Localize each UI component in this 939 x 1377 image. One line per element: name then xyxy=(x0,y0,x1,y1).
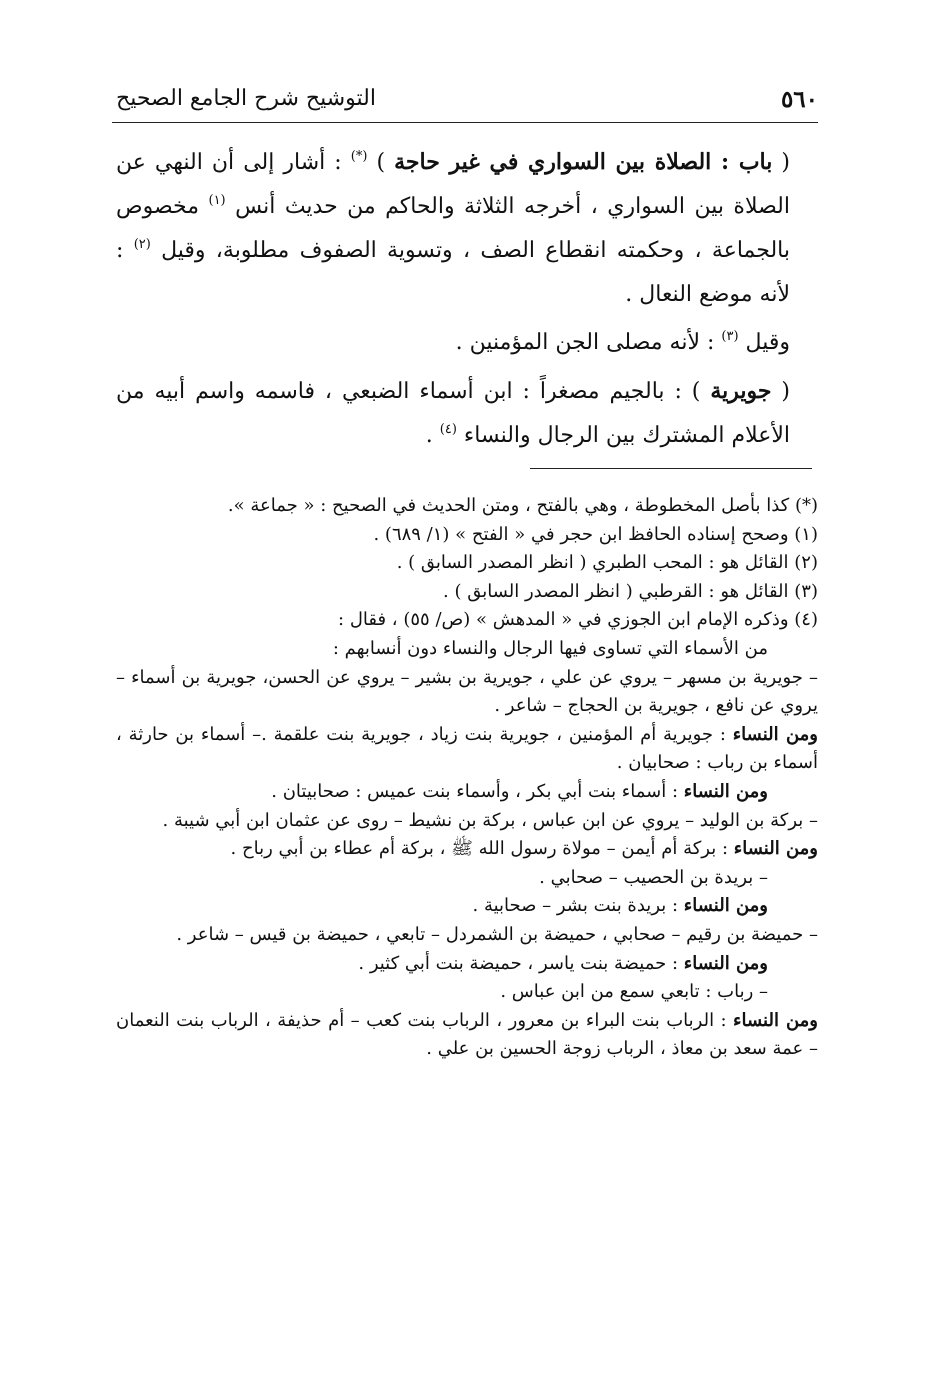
quote-line: ومن النساء : بريدة بنت بشر – صحابية . xyxy=(472,895,768,917)
women-label: ومن النساء xyxy=(733,838,818,860)
footnote-ref-2: (٢) xyxy=(133,237,151,252)
quote-line: ومن النساء : أسماء بنت أبي بكر ، وأسماء بنت عميس : صحابيتان . xyxy=(271,780,768,802)
footnote-ref-3: (٣) xyxy=(721,329,739,344)
women-label: ومن النساء xyxy=(683,895,768,917)
paragraph-text: . xyxy=(425,423,440,448)
footnote-3: (٣) القائل هو : القرطبي ( انظر المصدر السابق ) . xyxy=(443,580,818,602)
paragraph-text: : لأنه مصلى الجن المؤمنين . xyxy=(455,330,722,355)
close-paren: ) xyxy=(367,150,395,175)
quote-line: ومن النساء : حميضة بنت ياسر ، حميضة بنت أبي كثير . xyxy=(358,952,768,974)
footnote-1: (١) وصحح إسناده الحافظ ابن حجر في « الفتح » (١/ ٦٨٩) . xyxy=(373,523,818,545)
paragraph-text: وقيل xyxy=(738,330,790,355)
footnote-ref-star: (*) xyxy=(350,149,368,164)
footnote-4: (٤) وذكره الإمام ابن الجوزي في « المدهش » (ص/ ٥٥) ، فقال : xyxy=(338,609,818,631)
quote-line: – حميضة بن رقيم – صحابي ، حميضة بن الشمردل – تابعي ، حميضة بن قيس – شاعر . xyxy=(176,923,818,945)
quote-line: – بريدة بن الحصيب – صحابي . xyxy=(539,866,768,888)
paragraph-jinn xyxy=(116,321,818,365)
paragraph-text: : أشار إلى أن النهي عن الصلاة بين السواري ، أخرجه الثلاثة والحاكم من حديث أنس xyxy=(116,150,790,219)
women-label: ومن النساء xyxy=(683,952,768,974)
running-title: التوشيح شرح الجامع الصحيح xyxy=(116,86,376,111)
chapter-heading: باب : الصلاة بين السواري في غير حاجة xyxy=(394,149,773,175)
quote-line: ومن النساء : جويرية أم المؤمنين ، جويرية بنت زياد ، جويرية بنت علقمة .– أسماء بن حارثة ، أسماء بن رباب : صحابيان . xyxy=(116,723,818,774)
quote-intro: من الأسماء التي تساوى فيها الرجال والنساء دون أنسابهم : xyxy=(332,637,768,659)
quote-line: ومن النساء : بركة أم أيمن – مولاة رسول الله ﷺ ، بركة أم عطاء بن أبي رباح . xyxy=(230,838,818,860)
paragraph-text: : بالجيم مصغراً : ابن أسماء الضبعي ، فاسمه واسم أبيه من الأعلام المشترك بين الرجال والنساء xyxy=(116,379,790,448)
footnote-star: (*) كذا بأصل المخطوطة ، وهي بالفتح ، ومتن الحديث في الصحيح : « جماعة ». xyxy=(227,495,818,516)
women-label: ومن النساء xyxy=(733,1009,818,1031)
quote-line: – رباب : تابعي سمع من ابن عباس . xyxy=(500,981,768,1003)
page-header xyxy=(112,82,818,123)
open-paren: ( xyxy=(772,150,790,175)
paragraph-chapter xyxy=(116,140,818,317)
footnotes xyxy=(116,492,818,1064)
main-text xyxy=(116,140,818,458)
women-label: ومن النساء xyxy=(683,780,768,802)
paragraph-text: : لأنه موضع النعال . xyxy=(116,238,790,307)
open-paren: ( xyxy=(771,379,790,404)
footnote-ref-4: (٤) xyxy=(439,422,457,437)
quote-line: – بركة بن الوليد – يروي عن ابن عباس ، بركة بن نشيط – روى عن عثمان ابن أبي شيبة . xyxy=(162,809,818,831)
footnote-ref-1: (١) xyxy=(208,193,226,208)
paragraph-juwayriya xyxy=(116,369,818,458)
paragraph-text: مخصوص بالجماعة ، وحكمته انقطاع الصف ، وتسوية الصفوف مطلوبة، وقيل xyxy=(116,194,790,263)
footnote-separator xyxy=(530,468,812,469)
quote-line: ومن النساء : الرباب بنت البراء بن معرور ، الرباب بنت كعب – أم حذيفة ، الرباب بنت النعمان – عمة سعد بن معاذ ، الرباب زوجة الحسين بن علي . xyxy=(116,1009,818,1060)
close-paren: ) xyxy=(681,379,711,404)
women-label: ومن النساء xyxy=(732,723,818,745)
term-heading: جويرية xyxy=(710,378,772,404)
footnote-2: (٢) القائل هو : المحب الطبري ( انظر المصدر السابق ) . xyxy=(396,552,818,574)
quote-line: – جويرية بن مسهر – يروي عن علي ، جويرية بن بشير – يروي عن الحسن، جويرية بن أسماء – يروي عن نافع ، جويرية بن الحجاج – شاعر . xyxy=(116,666,818,717)
page-number: ٥٦٠ xyxy=(780,86,818,113)
